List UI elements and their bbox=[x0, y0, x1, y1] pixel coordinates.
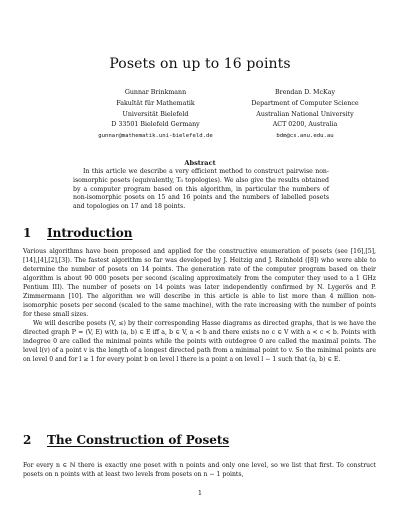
section-heading-introduction bbox=[23, 226, 132, 240]
author-2 bbox=[220, 88, 390, 142]
section-title: The Construction of Posets bbox=[47, 433, 230, 447]
author-dept: Department of Computer Science bbox=[251, 99, 359, 107]
abstract-heading: Abstract bbox=[184, 159, 216, 167]
author-email: gunnar@mathematik.uni-bielefeld.de bbox=[98, 133, 213, 140]
author-address: ACT 0200, Australia bbox=[272, 121, 338, 129]
paragraph: Various algorithms have been proposed and applied for the constructive enumeration of posets (see [16],[5],[14],[4],[2],[3]). The fastest algorithm so far was developed by J. Heitzig and J. Reinhold ([8]) who were able to determine the number of posets on 14 points. The generation rate of the computer program based on their algorithm is about 90 000 posets per second (scaling approximately from the computer they used to a 1 GHz Pentium III). The number of posets on 14 points was later independently confirmed by N. Lygerös and P. Zimmermann [10]. The algorithm we will describe in this article is able to list more than 4 million non-isomorphic posets per second (scaled to the same machine), with the rate increasing with the number of points for these small sizes. bbox=[23, 248, 376, 318]
paragraph: For every n ∈ ℕ there is exactly one poset with n points and only one level, so we list that first. To construct posets on n points with at least two levels from posets on n − 1 points, bbox=[23, 462, 376, 478]
section-number: 1 bbox=[23, 226, 32, 240]
author-name: Brendan D. McKay bbox=[274, 89, 336, 96]
abstract-text: In this article we describe a very efficient method to construct pairwise non-isomorphic posets (equivalently, T₀ topologies). We also give the results obtained by a computer program based on this algorithm, in particular the numbers of non-isomorphic posets on 15 and 16 points and the numbers of labelled posets and topologies on 17 and 18 points. bbox=[73, 168, 329, 211]
section-body-introduction bbox=[23, 247, 376, 364]
author-email: bdm@cs.anu.edu.au bbox=[276, 133, 334, 140]
paper-title: Posets on up to 16 points bbox=[109, 56, 291, 72]
section-number: 2 bbox=[23, 433, 32, 447]
page-number: 1 bbox=[197, 489, 203, 497]
author-institution: Universität Bielefeld bbox=[122, 110, 189, 118]
paragraph: We will describe posets (V, ≤) by their corresponding Hasse diagrams as directed graphs, that is we have the directed graph P = (V, E) with (a, b) ∈ E iff a, b ∈ V, a < b and there exists no c ∈ V with a < c < b. Points with indegree 0 are called the minimal points while the points with outdegree 0 are called the maximal points. The level l(v) of a point v is the length of a longest directed path from a minimal point to v. So the minimal points are on level 0 and for l ≥ 1 for every point b on level l there is a point a on level l − 1 such that (a, b) ∈ E. bbox=[23, 320, 376, 363]
author-1 bbox=[88, 88, 223, 142]
author-block bbox=[0, 88, 400, 158]
section-heading-construction bbox=[23, 433, 229, 447]
author-institution: Australian National University bbox=[256, 110, 354, 118]
section-title: Introduction bbox=[47, 226, 133, 240]
abstract bbox=[73, 168, 329, 212]
author-name: Gunnar Brinkmann bbox=[124, 89, 187, 96]
author-dept: Fakultät für Mathematik bbox=[116, 99, 195, 107]
section-body-construction bbox=[23, 461, 376, 479]
author-address: D 33501 Bielefeld Germany bbox=[111, 121, 200, 129]
